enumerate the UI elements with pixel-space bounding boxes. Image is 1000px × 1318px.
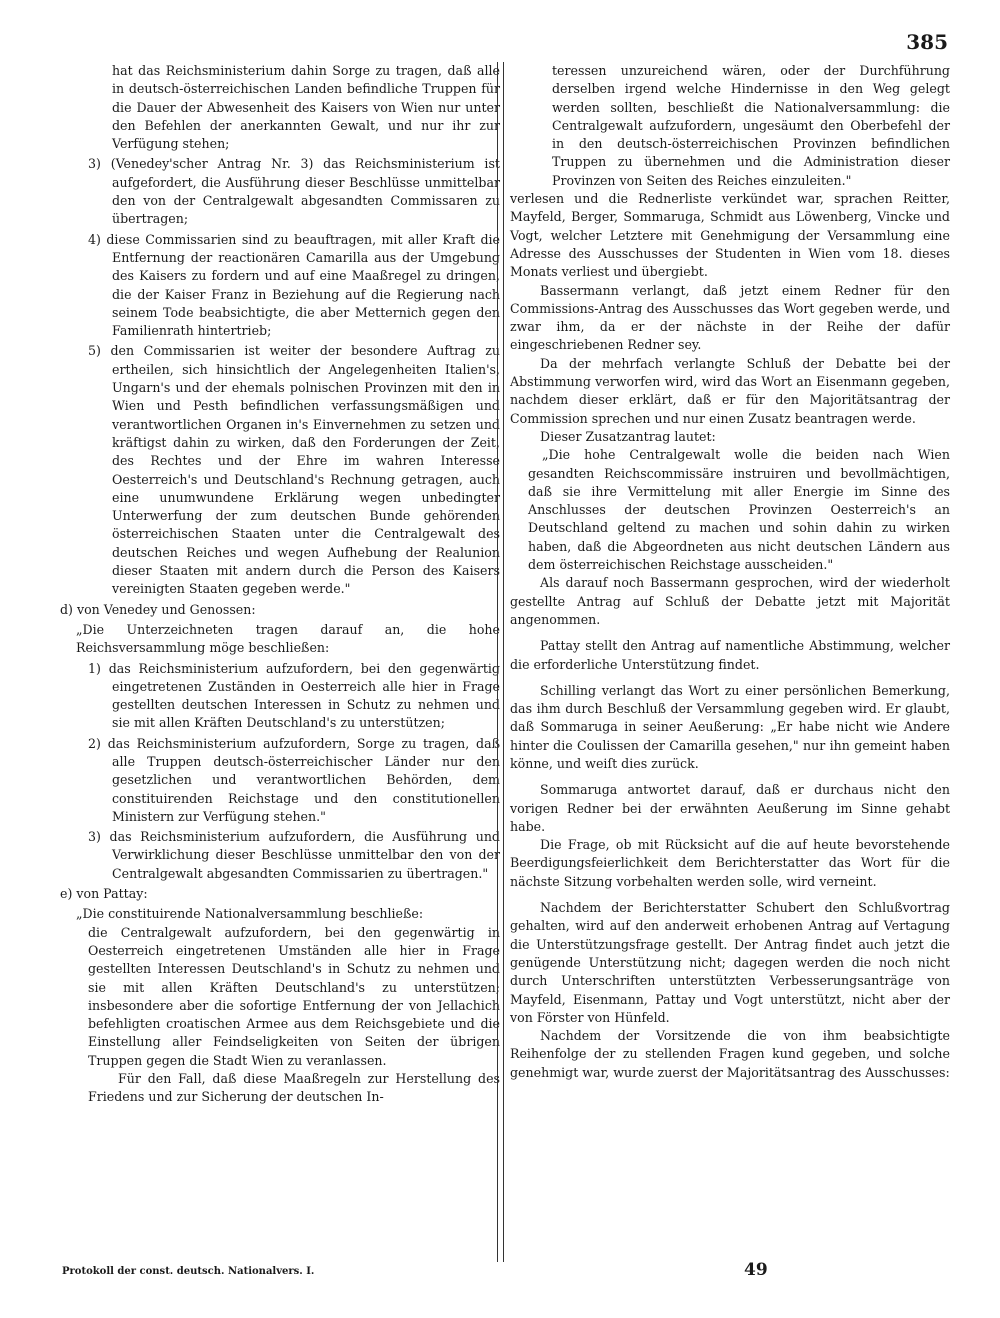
list-item: [60, 155, 500, 228]
item-number: 1): [88, 660, 101, 676]
paragraph: Die Frage, ob mit Rücksicht auf die auf heute bevorstehende Beerdigungsfeierlichkeit dem Berichterstatter das Wort für die nächste Sitzung vorbehalten werden solle, wird verneint.: [510, 837, 950, 889]
item-number: 2): [88, 735, 101, 751]
quote-intro-e: „Die constituirende Nationalversammlung beschließe:: [76, 906, 424, 922]
list-item: [60, 660, 500, 733]
item-number: 3): [88, 156, 101, 172]
section-heading-d: d) von Venedey und Genossen:: [60, 601, 256, 617]
right-column: [510, 62, 950, 1082]
quote-body-e1: die Centralgewalt aufzufordern, bei den gegenwärtig in Oesterreich eingetretenen Umständen alle hier in Frage gestellten Interessen Deutschland's in Schutz zu nehmen und sie mit allen Kräften Deutschland's zu unterstützen; insbesondere aber die sofortige Entfernung der von Jellachich befehligten croatischen Armee aus dem Reichsgebiete und die Einstellung aller Feindseligkeiten von Seiten der übrigen Truppen gegen die Stadt Wien zu veranlassen.: [88, 924, 500, 1068]
footer-source: Protokoll der const. deutsch. Nationalvers. I.: [62, 1266, 315, 1277]
list-item: [60, 735, 500, 826]
item-number: 3): [88, 829, 101, 845]
paragraph: Als darauf noch Bassermann gesprochen, wird der wiederholt gestellte Antrag auf Schluß der Debatte jetzt mit Majorität angenommen.: [510, 575, 950, 627]
paragraph: Dieser Zusatzantrag lautet:: [540, 428, 716, 444]
paragraph: Schilling verlangt das Wort zu einer persönlichen Bemerkung, das ihm durch Beschluß der Versammlung gegeben wird. Er glaubt, daß Sommaruga in seiner Aeußerung: „Er habe nicht wie Andere hinter die Coulissen der Camarilla gesehen," nur ihn gemeint haben könne, und weiſt dies zurück.: [510, 682, 950, 771]
left-column: [60, 62, 500, 1107]
column-divider: [497, 62, 504, 1262]
item-text: den Commissarien ist weiter der besondere Auftrag zu ertheilen, sich hinsichtlich der Angelegenheiten Italien's, Ungarn's und der ehemals polnischen Provinzen mit den in Wien und Pesth befindlichen verfassungsmäßigen und verantwortlichen Organen in's Einvernehmen zu setzen und kräftigst dahin zu wirken, daß den Forderungen der Zeit, des Rechtes und der Ehre im wahren Interesse Oesterreich's und Deutschland's Rechnung getragen, auch eine unumwundene Erklärung wegen unbedingter Unterwerfung der zum deutschen Bunde gehörenden österreichischen Staaten unter die Centralgewalt des deutschen Reiches und wegen Aufhebung der Realunion dieser Staaten mit andern durch die Person des Kaisers vereinigten Staaten gegeben werde.": [110, 343, 500, 597]
page-number: 385: [906, 30, 948, 54]
left-intro: hat das Reichsministerium dahin Sorge zu tragen, daß alle in deutsch-österreichischen Landen befindliche Truppen für die Dauer der Abwesenheit des Kaisers von Wien nur unter den Befehlen der anerkannten Gewalt, und nur ihr zur Verfügung stehen;: [112, 63, 500, 152]
paragraph: Pattay stellt den Antrag auf namentliche Abstimmung, welcher die erforderliche Unterstützung findet.: [510, 638, 950, 672]
item-number: 4): [88, 231, 101, 247]
list-item: [60, 231, 500, 341]
paragraph: Nachdem der Vorsitzende die von ihm beabsichtigte Reihenfolge der zu stellenden Fragen kund gegeben, und solche genehmigt war, wurde zuerst der Majoritätsantrag des Ausschusses:: [510, 1028, 950, 1080]
item-text: das Reichsministerium aufzufordern, bei den gegenwärtig eingetretenen Zuständen in Oesterreich alle hier in Frage gestellten deutschen Interessen in Schutz zu nehmen und sie mit allen Kräften Deutschland's zu unterstützen;: [108, 660, 500, 731]
paragraph: verlesen und die Rednerliste verkündet war, sprachen Reitter, Mayfeld, Berger, Sommaruga, Schmidt aus Löwenberg, Vincke und Vogt, welcher Letztere mit Genehmigung der Versammlung eine Adresse des Ausschusses der Studenten in Wien vom 18. dieses Monats verliest und übergiebt.: [510, 191, 950, 280]
paragraph: Nachdem der Berichterstatter Schubert den Schlußvortrag gehalten, wird auf den anderweit erhobenen Antrag auf Vertagung die Unterstützungsfrage gestellt. Der Antrag findet auch jetzt die genügende Unterstützung nicht; dagegen werden die noch nicht durch Unterschriften unterstützten Verbesserungsanträge von Mayfeld, Eisenmann, Pattay und Vogt unterstützt, nicht aber der von Förster von Hünfeld.: [510, 900, 950, 1025]
quote-block: „Die hohe Centralgewalt wolle die beiden nach Wien gesandten Reichscommissäre instruiren und bevollmächtigen, daß sie ihre Vermittelung mit aller Energie im Sinne des Anschlusses der deutschen Provinzen Oesterreich's an Deutschland geltend zu machen und sohin dahin zu wirken haben, daß die Abgeordneten aus nicht deutschen Ländern aus dem österreichischen Reichstage ausscheiden.": [528, 447, 950, 573]
signature-number: 49: [744, 1260, 768, 1280]
paragraph: Da der mehrfach verlangte Schluß der Debatte bei der Abstimmung verworfen wird, wird das Wort an Eisenmann gegeben, nachdem dieser erklärt, daß er für den Majoritätsantrag der Commission sprechen und nur einen Zusatz beantragen werde.: [510, 355, 950, 426]
list-item: [60, 342, 500, 598]
section-heading-e: e) von Pattay:: [60, 886, 148, 902]
item-text: das Reichsministerium aufzufordern, die Ausführung und Verwirklichung dieser Beschlüsse unmittelbar den von der Centralgewalt abgesandten Commissarien zu übertragen.": [109, 829, 500, 881]
quote-body-e2: Für den Fall, daß diese Maaßregeln zur Herstellung des Friedens und zur Sicherung der deutschen In-: [88, 1071, 500, 1105]
item-number: 5): [88, 343, 101, 359]
item-text: (Venedey'scher Antrag Nr. 3) das Reichsministerium ist aufgefordert, die Ausführung dieser Beschlüsse unmittelbar den von der Centralgewalt abgesandten Commissaren zu übertragen;: [110, 156, 500, 227]
item-text: das Reichsministerium aufzufordern, Sorge zu tragen, daß alle Truppen deutsch-österreichischer Länder nur den gesetzlichen und verantwortlichen Behörden, dem constituirenden Reichstage und den constitutionellen Ministern zur Verfügung stehen.": [107, 735, 500, 824]
list-item: [60, 828, 500, 883]
paragraph: Bassermann verlangt, daß jetzt einem Redner für den Commissions-Antrag des Ausschusses das Wort gegeben werde, und zwar ihm, da er der nächste in der Reihe der dafür eingeschriebenen Redner sey.: [510, 282, 950, 353]
quote-intro-d: „Die Unterzeichneten tragen darauf an, die hohe Reichsversammlung möge beschließen:: [76, 621, 500, 656]
right-continuation: teressen unzureichend wären, oder der Durchführung derselben irgend welche Hindernisse in den Weg gelegt werden sollten, beschließt die Nationalversammlung: die Centralgewalt aufzufordern, ungesäumt den Oberbefehl der in den deutsch-österreichischen Provinzen befindlichen Truppen zu übernehmen und die Administration dieser Provinzen von Seiten des Reiches einzuleiten.": [552, 63, 950, 188]
item-text: diese Commissarien sind zu beauftragen, mit aller Kraft die Entfernung der reactionären Camarilla aus der Umgebung des Kaisers zu fordern und auf eine Maaßregel zu dringen, die der Kaiser Franz in Beziehung auf die Regierung nach seinem Tode beabsichtigte, die aber Metternich gegen den Familienrath hintertrieb;: [106, 231, 500, 339]
paragraph: Sommaruga antwortet darauf, daß er durchaus nicht den vorigen Redner bei der erwähnten Aeußerung im Sinne gehabt habe.: [510, 782, 950, 834]
